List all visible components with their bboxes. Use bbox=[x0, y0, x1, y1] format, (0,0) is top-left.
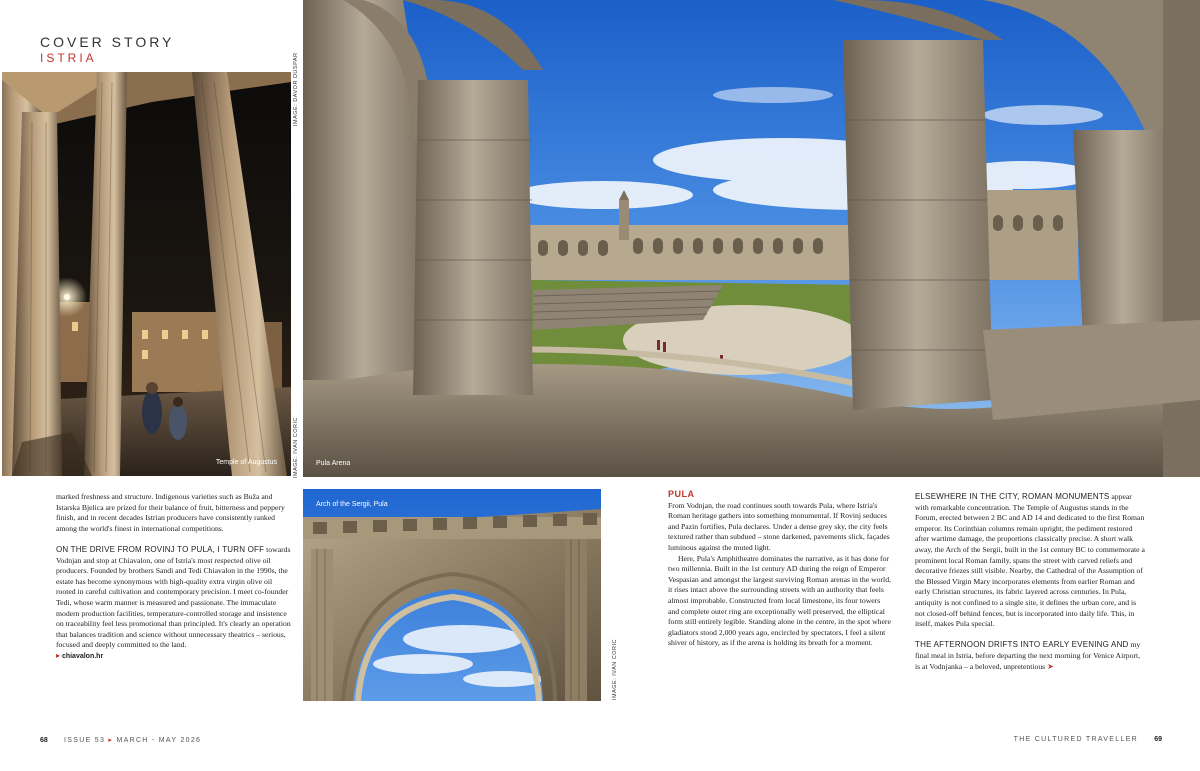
issue-dates: MARCH - MAY 2026 bbox=[116, 737, 202, 744]
page-number-left: 68 bbox=[40, 737, 48, 744]
temple-photo bbox=[2, 72, 291, 476]
photo-credit: IMAGE: IVAN CORIC bbox=[293, 417, 299, 478]
kicker-title: COVER STORY bbox=[40, 34, 175, 50]
paragraph: From Vodnjan, the road continues south towards Pula, where Istria's Roman heritage gathers into something monumental. If Rovinj seduces and Pazin fortifies, Pula declares. Under a dense grey sky, the city feels textured rather than subdued – stone darkened, pavements slick, façades luminous against the muted light. bbox=[668, 500, 890, 552]
lead-in: ELSEWHERE IN THE CITY, ROMAN MONUMENTS bbox=[915, 492, 1110, 501]
footer-left bbox=[40, 736, 201, 744]
paragraph: ON THE DRIVE FROM ROVINJ TO PULA, I TURN OFF towards Vodnjan and stop at Chiavalon, one of Istria's most respected olive oil producers. Founded by brothers Sandi and Tedi Chiavalon in the 1990s, the estate has become synonymous with high-quality extra virgin olive oil rooted in careful cultivation and contemporary precision. I meet co-founder Tedi, whose warm manner is measured and passionate. The immaculate modern production facilities, temperature-controlled storage and insistence on traceability feel less promotional than principled. It's clearly an operation that balances tradition and science without unnecessary theatrics – serious, focused and deeply committed to the land. ▸ chiavalon.hr bbox=[56, 544, 291, 660]
arrow-icon: ▸ bbox=[56, 650, 61, 660]
section-kicker bbox=[40, 34, 174, 65]
continue-arrow-icon: ➤ bbox=[1047, 661, 1054, 671]
arch-photo bbox=[303, 489, 601, 701]
lead-in: THE AFTERNOON DRIFTS INTO EARLY EVENING AND bbox=[915, 640, 1129, 650]
kicker-subtitle: ISTRIA bbox=[40, 51, 97, 65]
lead-in: ON THE DRIVE FROM ROVINJ TO PULA, I TURN OFF bbox=[56, 544, 265, 554]
footer-right bbox=[1014, 736, 1162, 743]
magazine-name: THE CULTURED TRAVELLER bbox=[1013, 736, 1138, 743]
photo-caption: Temple of Augustus bbox=[215, 459, 277, 466]
paragraph: Here, Pula's Amphitheatre dominates the narrative, as it has done for two millennia. Built in the 1st century AD during the reign of Emperor Vespasian and amongst the largest surviving Roman arenas in the world, it rises intact above the surrounding streets with an authority that feels almost improbable. Constructed from local limestone, its four towers and complete outer ring are exceptionally well preserved, the elliptical form still entirely legible. Standing alone in the centre, in the spot where gladiators stood 2,000 years ago, encircled by spectators, I feel a silent shiver of history, as if the arena is holding its breath for a moment. bbox=[668, 553, 891, 648]
paragraph: THE AFTERNOON DRIFTS INTO EARLY EVENING AND my final meal in Istria, before departing the next morning for Venice Airport, is at Vodnjanka – a beloved, unpretentious ➤ bbox=[915, 640, 1141, 671]
paragraph: marked freshness and structure. Indigenous varieties such as Buža and Istarska Bjelica are prized for their balance of fruit, bitterness and peppery finish, and in recent decades Istrian producers have consistently ranked among the world's finest in international competitions. bbox=[56, 492, 285, 533]
section-heading: PULA bbox=[668, 489, 695, 499]
text-column-1 bbox=[56, 492, 292, 673]
photo-credit: IMAGE: DAVOR DUSPAR bbox=[293, 52, 299, 126]
photo-caption: Arch of the Sergii, Pula bbox=[316, 501, 388, 508]
text-column-4 bbox=[915, 492, 1145, 683]
website-link[interactable]: chiavalon.hr bbox=[61, 652, 104, 660]
paragraph: ELSEWHERE IN THE CITY, ROMAN MONUMENTS appear with remarkable concentration. The Temple of Augustus stands in the Forum, erected between 2 BC and AD 14 and dedicated to the first Roman emperor. Its Corinthian columns remain upright, the pediment restored after wartime damage, the proportions classically precise. A short walk away, the Arch of the Sergii, built in the 1st century BC to commemorate a prominent local Roman family, spans the street with carved reliefs and decorative friezes still visible. Nearby, the Cathedral of the Assumption of the Blessed Virgin Mary incorporates elements from earlier Roman and early Christian structures, its fabric layered across centuries. In Pula, antiquity is not confined to a single site, it defines the urban core, and is not closed-off behind fences, but is incorporated into daily life. This, in itself, makes Pula special. bbox=[915, 492, 1145, 629]
arrow-icon: ▸ bbox=[108, 736, 114, 744]
photo-credit: IMAGE: IVAN CORIC bbox=[612, 639, 618, 700]
issue-number: ISSUE 53 bbox=[64, 737, 106, 744]
text-column-3 bbox=[668, 489, 892, 660]
photo-caption: Pula Arena bbox=[316, 460, 351, 467]
arena-photo bbox=[303, 0, 1200, 477]
page-number-right: 69 bbox=[1154, 736, 1162, 743]
